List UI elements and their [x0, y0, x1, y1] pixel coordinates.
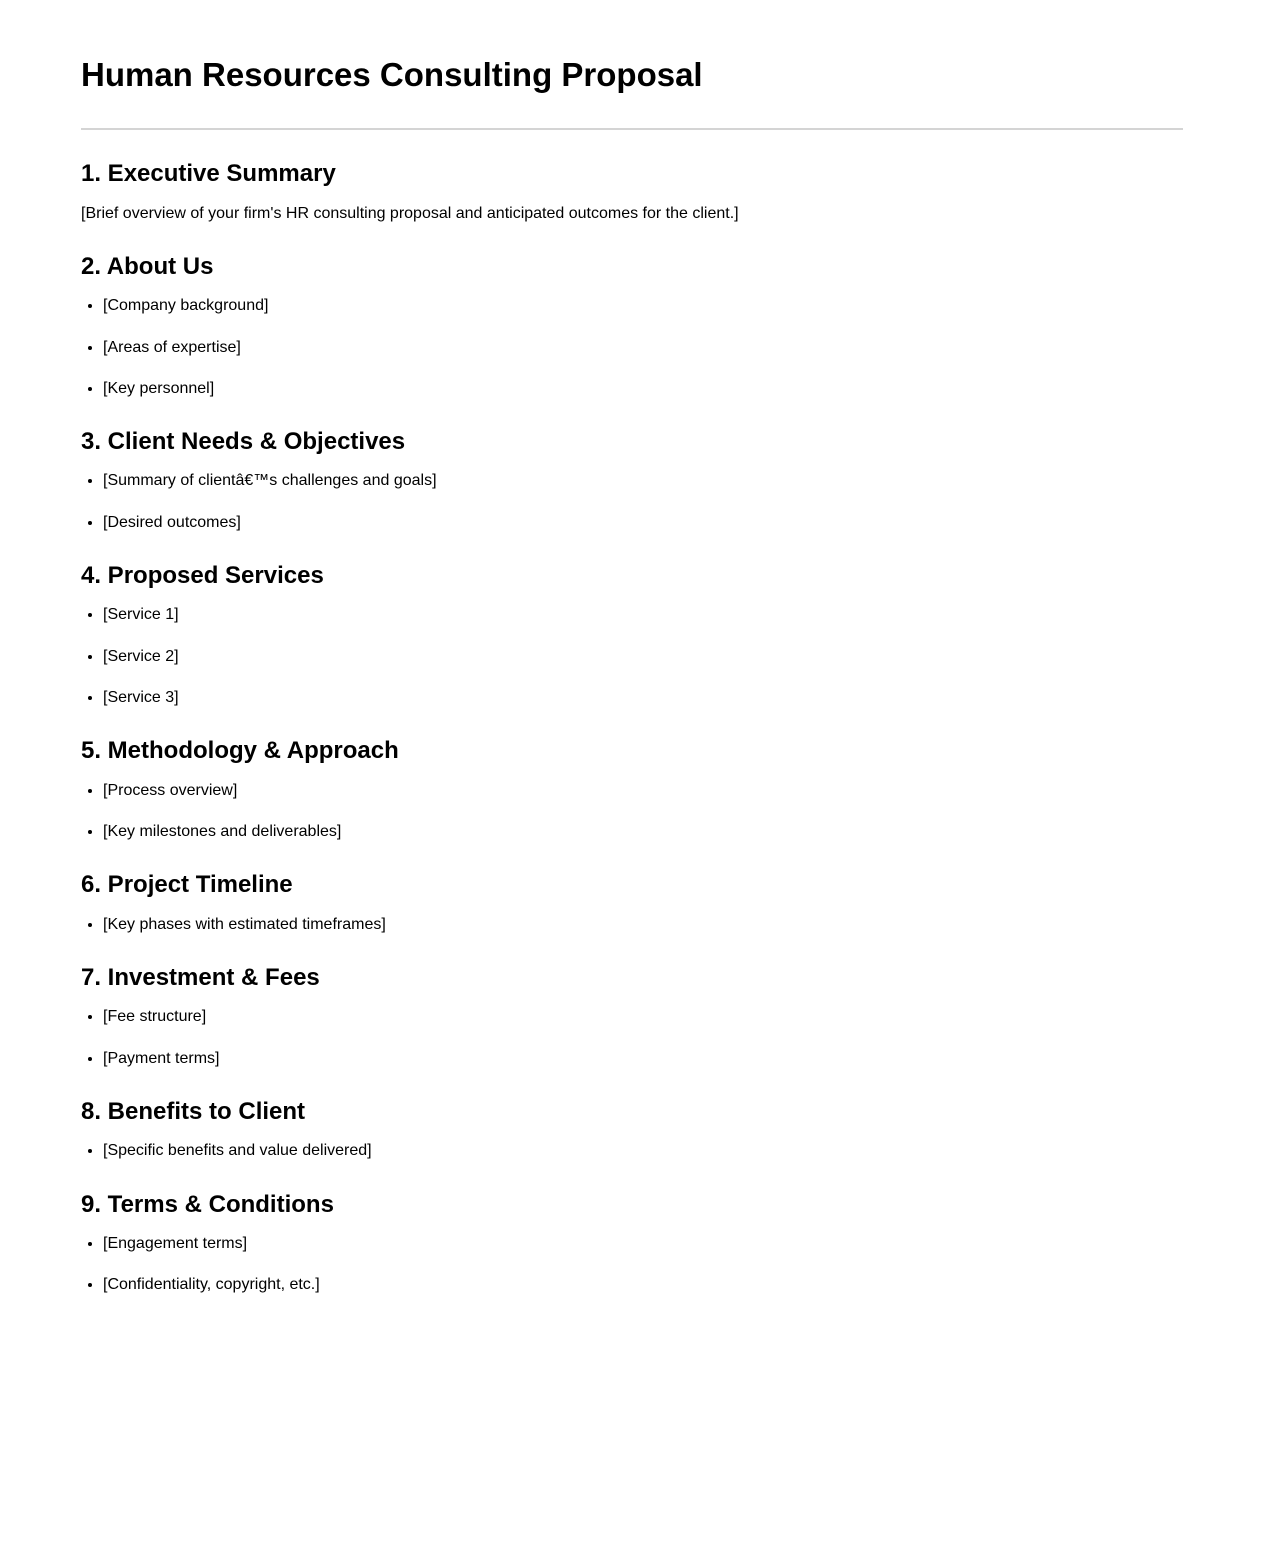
bullet-item: • [Specific benefits and value delivered] — [103, 1141, 1183, 1160]
section-bullet-list — [81, 1141, 1183, 1160]
section-heading: 8. Benefits to Client — [81, 1097, 306, 1125]
document-section — [81, 1098, 1183, 1161]
bullet-item: • [Service 2] — [103, 647, 1183, 666]
title-divider — [81, 128, 1183, 130]
section-heading: 4. Proposed Services — [81, 561, 324, 589]
document-section — [81, 253, 1183, 398]
section-paragraph: [Brief overview of your firm's HR consulting proposal and anticipated outcomes for the client.] — [81, 204, 739, 222]
bullet-item: • [Key milestones and deliverables] — [103, 822, 1183, 841]
bullet-item: • [Process overview] — [103, 781, 1183, 800]
document-section — [81, 562, 1183, 707]
section-bullet-list — [81, 1007, 1183, 1067]
section-heading: 6. Project Timeline — [81, 870, 293, 898]
bullet-item: • [Desired outcomes] — [103, 513, 1183, 532]
bullet-item: • [Company background] — [103, 296, 1183, 315]
document-title: Human Resources Consulting Proposal — [81, 56, 703, 93]
bullet-item: • [Key phases with estimated timeframes] — [103, 915, 1183, 934]
section-bullet-list — [81, 471, 1183, 531]
bullet-item: • [Confidentiality, copyright, etc.] — [103, 1275, 1183, 1294]
bullet-item: • [Summary of clientâ€™s challenges and goals] — [103, 471, 1183, 490]
section-bullet-list — [81, 296, 1183, 398]
section-bullet-list — [81, 1234, 1183, 1294]
section-heading: 3. Client Needs & Objectives — [81, 427, 406, 455]
bullet-item: • [Areas of expertise] — [103, 338, 1183, 357]
sections-container — [81, 160, 1183, 1295]
bullet-item: • [Engagement terms] — [103, 1234, 1183, 1253]
document-section — [81, 428, 1183, 532]
bullet-item: • [Service 1] — [103, 605, 1183, 624]
section-heading: 2. About Us — [81, 252, 214, 280]
section-heading: 5. Methodology & Approach — [81, 737, 399, 764]
section-heading: 1. Executive Summary — [81, 159, 336, 187]
document-section — [81, 964, 1183, 1068]
document-section — [81, 1191, 1183, 1295]
bullet-item: • [Service 3] — [103, 688, 1183, 707]
bullet-item: • [Payment terms] — [103, 1049, 1183, 1068]
section-heading: 9. Terms & Conditions — [81, 1190, 334, 1218]
section-bullet-list — [81, 781, 1183, 841]
document-section — [81, 160, 1183, 223]
bullet-item: • [Fee structure] — [103, 1007, 1183, 1026]
section-bullet-list — [81, 605, 1183, 707]
document-section — [81, 871, 1183, 934]
bullet-item: • [Key personnel] — [103, 379, 1183, 398]
document-section — [81, 737, 1183, 841]
section-bullet-list — [81, 915, 1183, 934]
section-heading: 7. Investment & Fees — [81, 963, 320, 991]
